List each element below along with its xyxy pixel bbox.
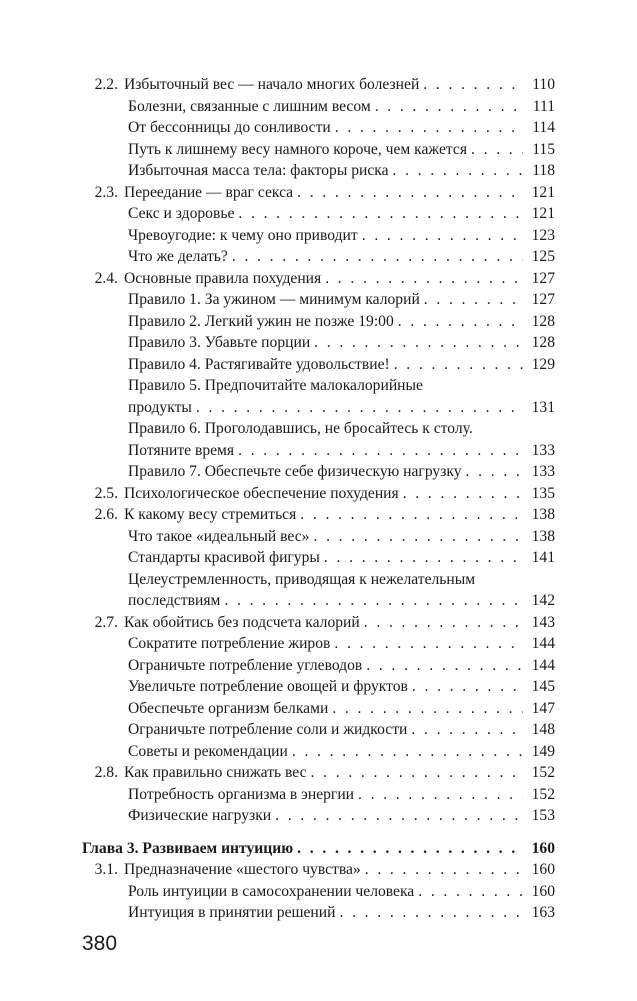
toc-entry [0, 418, 637, 461]
toc-entry-body [128, 784, 527, 806]
toc-entry-title: Как правильно снижать вес [124, 764, 307, 781]
leader-dots [325, 268, 523, 290]
toc-entry [0, 139, 637, 161]
toc-entry [0, 332, 637, 354]
toc-entry-page: 111 [532, 97, 555, 115]
toc-entry-body [128, 902, 527, 924]
toc-entry-line [124, 74, 527, 96]
toc-entry-line [128, 719, 527, 741]
toc-entry [0, 881, 637, 903]
toc-entry-line [128, 160, 527, 182]
toc-entry-title: продукты [128, 398, 192, 416]
toc-entry [0, 698, 637, 720]
toc-entry-title: Ограничьте потребление соли и жидкости [128, 721, 408, 738]
toc-entry-page: 138 [531, 506, 555, 523]
toc-entry-number: 2.8. [94, 764, 118, 781]
toc-entry-page: 131 [531, 398, 555, 416]
toc-entry-page: 123 [531, 226, 555, 244]
toc-entry-body [128, 311, 527, 333]
toc-entry-title: Роль интуиции в самосохранении человека [128, 882, 415, 900]
toc-entry-page: 121 [531, 183, 555, 201]
toc-entry-title: Избыточный вес — начало многих болезней [124, 76, 420, 93]
leader-dots [324, 547, 523, 569]
toc-entry-page: 144 [531, 635, 555, 652]
toc-entry-line [124, 762, 527, 784]
toc-entry [0, 96, 637, 118]
toc-entry-title-line1: Правило 6. Проголодавшись, не бросайтесь к столу. [128, 420, 473, 437]
leader-dots [332, 698, 523, 720]
toc-entry-line [82, 838, 527, 860]
toc-entry-title: Правило 1. За ужином — минимум калорий [128, 291, 420, 308]
toc-entry-number: 2.6. [94, 506, 118, 523]
leader-dots [364, 612, 523, 634]
toc-entry-page: 115 [532, 140, 555, 158]
toc-entry [0, 354, 637, 376]
toc-entry-title: Правило 4. Растягивайте удовольствие! [128, 355, 390, 373]
toc-entry-line [128, 139, 527, 161]
toc-entry-line [128, 547, 527, 569]
toc-entry-line [128, 96, 527, 118]
leader-dots [362, 225, 523, 247]
toc-entry-title: Секс и здоровье [128, 205, 235, 222]
toc-entry-line [128, 311, 527, 333]
toc-entry-number: 2.5. [94, 484, 118, 502]
toc-entry [0, 902, 637, 924]
toc-entry [0, 504, 637, 526]
toc-entry-body [128, 526, 527, 548]
toc-entry-body [128, 655, 527, 677]
toc-entry [0, 246, 637, 268]
toc-entry-line [128, 881, 527, 903]
leader-dots [232, 246, 523, 268]
leader-dots [375, 96, 523, 118]
toc-entry-page: 135 [531, 484, 555, 502]
leader-dots [418, 881, 523, 903]
toc-entry-page: 160 [531, 882, 555, 900]
toc-entry-line [128, 246, 527, 268]
toc-entry-line [128, 332, 527, 354]
toc-entry-title: Что же делать? [128, 248, 228, 265]
toc-entry-title: Потяните время [128, 441, 235, 459]
toc-entry-page: 147 [531, 699, 555, 717]
leader-dots [292, 741, 523, 763]
toc-entry-page: 144 [531, 656, 555, 674]
leader-dots [297, 182, 523, 204]
toc-chapter-entry [0, 838, 637, 860]
toc-entry-title: Ограничьте потребление углеводов [128, 656, 363, 674]
leader-dots [394, 354, 523, 376]
leader-dots [313, 526, 523, 548]
toc-entry-page: 142 [531, 592, 555, 609]
toc-entry [0, 655, 637, 677]
toc-entry-title: Советы и рекомендации [128, 742, 288, 760]
toc-entry-page: 127 [531, 291, 555, 308]
toc-entry [0, 117, 637, 139]
toc-entry-title: Переедание — враг секса [124, 183, 294, 201]
toc-entry-page: 152 [531, 764, 555, 781]
toc-entry-page: 153 [531, 807, 555, 824]
leader-dots [238, 440, 523, 462]
toc-entry-page: 114 [532, 119, 555, 136]
toc-entry-title: Избыточная масса тела: факторы риска [128, 162, 389, 179]
toc-entry-body [128, 246, 527, 268]
toc-entry-number: 2.2. [94, 76, 118, 93]
toc-entry-title-line1: Целеустремленность, приводящая к нежелательным [128, 570, 476, 588]
toc-entry-body [128, 375, 527, 418]
toc-entry [0, 859, 637, 881]
toc-entry-body [128, 354, 527, 376]
toc-entry [0, 805, 637, 827]
toc-entry-title: Стандарты красивой фигуры [128, 549, 320, 566]
toc-entry-page: 149 [531, 742, 555, 760]
toc-entry [0, 74, 637, 96]
toc-entry-title: Что такое «идеальный вес» [128, 527, 310, 545]
toc-entry [0, 633, 637, 655]
leader-dots [365, 859, 523, 881]
toc-entry-body [128, 225, 527, 247]
toc-entry-body [124, 74, 527, 96]
toc-entry-line [128, 225, 527, 247]
toc-entry [0, 569, 637, 612]
toc-entry-title: Правило 3. Убавьте порции [128, 334, 311, 351]
toc-entry-body [128, 805, 527, 827]
toc-entry-line [128, 117, 527, 139]
toc-entry [0, 375, 637, 418]
toc-entry-page: 152 [531, 785, 555, 803]
toc-entry-body [124, 859, 527, 881]
toc-entry-body [128, 117, 527, 139]
toc-entry-page: 143 [531, 613, 555, 631]
toc-entry-number: 2.3. [94, 183, 118, 201]
toc-entry-title: Увеличьте потребление овощей и фруктов [128, 678, 408, 695]
toc-entry [0, 160, 637, 182]
toc-entry-body [128, 461, 527, 483]
toc-entry [0, 483, 637, 505]
toc-entry-body [128, 881, 527, 903]
toc-entry [0, 612, 637, 634]
toc-entry-page: 110 [532, 76, 555, 93]
leader-dots [403, 483, 523, 505]
toc-entry-body [128, 203, 527, 225]
toc-entry-line [128, 354, 527, 376]
toc-entry [0, 719, 637, 741]
toc-entry-line [124, 182, 527, 204]
toc-entry [0, 268, 637, 290]
toc-entry [0, 676, 637, 698]
toc-entry-page: 133 [531, 441, 555, 459]
toc-entry-title: Основные правила похудения [124, 269, 322, 287]
toc-entry-page: 160 [531, 839, 555, 857]
leader-dots [238, 203, 523, 225]
toc-entry-body [128, 332, 527, 354]
toc-entry-page: 145 [531, 678, 555, 695]
leader-dots [471, 139, 523, 161]
toc-entry-page: 118 [532, 162, 555, 179]
toc-entry-line [128, 676, 527, 698]
leader-dots [393, 160, 523, 182]
leader-dots [297, 838, 523, 860]
leader-dots [466, 461, 523, 483]
toc-entry-body [128, 139, 527, 161]
toc-entry-title: Путь к лишнему весу намного короче, чем кажется [128, 140, 468, 158]
leader-dots [300, 504, 523, 526]
toc-entry-page: 133 [531, 463, 555, 480]
toc-entry-number: 2.4. [94, 269, 118, 287]
leader-dots [366, 655, 523, 677]
toc-entry-body [124, 762, 527, 784]
toc-entry-line [124, 483, 527, 505]
toc-entry-title-line1: Правило 5. Предпочитайте малокалорийные [128, 377, 423, 394]
toc-entry-title: Интуиция в принятии решений [128, 904, 336, 921]
toc-entry [0, 203, 637, 225]
leader-dots [314, 332, 523, 354]
toc-entry [0, 182, 637, 204]
toc-entry [0, 526, 637, 548]
toc-entry-line [124, 504, 527, 526]
leader-dots [398, 311, 523, 333]
leader-dots [196, 397, 523, 419]
leader-dots [335, 117, 523, 139]
toc-entry-title: Правило 7. Обеспечьте себе физическую нагрузку [128, 463, 462, 480]
toc-entry-page: 160 [531, 861, 555, 878]
toc-entry-page: 129 [531, 355, 555, 373]
toc-entry-page: 128 [531, 312, 555, 330]
toc-entry-body [128, 289, 527, 311]
toc-entry-line [128, 526, 527, 548]
toc-entry-body [128, 698, 527, 720]
toc-entry [0, 225, 637, 247]
leader-dots [423, 74, 523, 96]
toc-entry-line [128, 784, 527, 806]
leader-dots [412, 676, 523, 698]
toc-entry-page: 141 [531, 549, 555, 566]
toc-entry [0, 741, 637, 763]
toc-entry-line [128, 741, 527, 763]
toc-entry-title: Физические нагрузки [128, 807, 272, 824]
toc-entry-body [128, 418, 527, 461]
toc-entry-title: Чревоугодие: к чему оно приводит [128, 226, 358, 244]
toc-entry-number: 2.7. [94, 613, 118, 631]
toc-entry-page: 128 [531, 334, 555, 351]
toc-entry-line [128, 397, 527, 419]
toc-entry-line [128, 590, 527, 612]
toc-entry-line [128, 461, 527, 483]
toc-entry-line [128, 902, 527, 924]
table-of-contents [0, 74, 637, 924]
toc-entry [0, 311, 637, 333]
toc-entry-title: Как обойтись без подсчета калорий [124, 613, 360, 631]
toc-entry-body [128, 96, 527, 118]
toc-entry-page: 127 [531, 269, 555, 287]
toc-entry-title: Предназначение «шестого чувства» [124, 861, 361, 878]
toc-entry-body [82, 838, 527, 860]
toc-entry-title: Обеспечьте организм белками [128, 699, 329, 717]
toc-entry-body [124, 504, 527, 526]
toc-entry-title: Глава 3. Развиваем интуицию [82, 839, 294, 857]
toc-entry-page: 138 [531, 527, 555, 545]
leader-dots [424, 289, 523, 311]
toc-entry-line [128, 805, 527, 827]
toc-entry-number: 3.1. [94, 861, 118, 878]
toc-entry-line [128, 440, 527, 462]
toc-entry-line [128, 655, 527, 677]
toc-entry-page: 163 [531, 904, 555, 921]
leader-dots [358, 784, 523, 806]
leader-dots [224, 590, 523, 612]
toc-entry-line [128, 203, 527, 225]
toc-entry-page: 148 [531, 721, 555, 738]
toc-entry [0, 784, 637, 806]
toc-entry-page: 125 [531, 248, 555, 265]
toc-entry-body [124, 483, 527, 505]
toc-entry-body [128, 719, 527, 741]
toc-entry-title: Болезни, связанные с лишним весом [128, 97, 371, 115]
leader-dots [334, 633, 523, 655]
leader-dots [411, 719, 523, 741]
leader-dots [275, 805, 523, 827]
toc-entry [0, 547, 637, 569]
toc-entry-body [124, 268, 527, 290]
toc-entry-body [124, 612, 527, 634]
toc-entry-title: Психологическое обеспечение похудения [124, 484, 399, 502]
toc-entry-line [124, 612, 527, 634]
leader-dots [311, 762, 523, 784]
toc-entry-line [124, 268, 527, 290]
toc-entry-body [124, 182, 527, 204]
toc-entry-title: От бессонницы до сонливости [128, 119, 331, 136]
toc-entry-title: последствиям [128, 592, 221, 609]
toc-entry-line [124, 859, 527, 881]
toc-entry-title: Сократите потребление жиров [128, 635, 331, 652]
toc-entry-line [128, 698, 527, 720]
page-number: 380 [82, 932, 118, 955]
toc-entry-line [128, 633, 527, 655]
toc-entry [0, 762, 637, 784]
toc-entry-title: Потребность организма в энергии [128, 785, 355, 803]
toc-entry [0, 461, 637, 483]
toc-entry-title: Правило 2. Легкий ужин не позже 19:00 [128, 312, 394, 330]
leader-dots [339, 902, 523, 924]
toc-entry-body [128, 676, 527, 698]
toc-entry-line [128, 289, 527, 311]
toc-entry-title: К какому весу стремиться [124, 506, 297, 523]
toc-entry [0, 289, 637, 311]
toc-entry-page: 121 [531, 205, 555, 222]
toc-entry-body [128, 160, 527, 182]
toc-entry-body [128, 633, 527, 655]
toc-entry-body [128, 569, 527, 612]
toc-entry-body [128, 547, 527, 569]
toc-entry-body [128, 741, 527, 763]
